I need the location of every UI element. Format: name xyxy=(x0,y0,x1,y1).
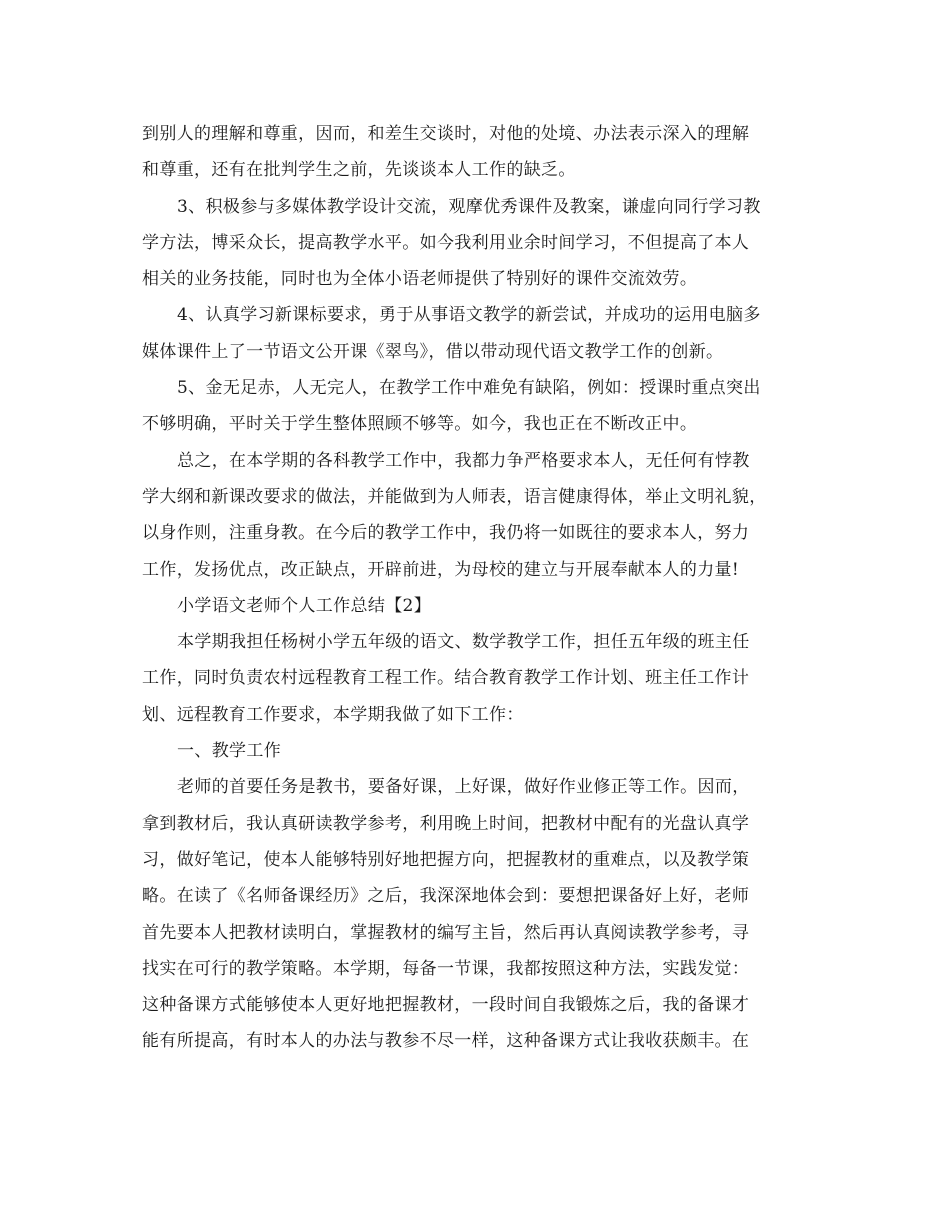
text-line: 总之，在本学期的各科教学工作中，我都力争严格要求本人，无任何有悖教 xyxy=(177,450,750,471)
text-line: 3、积极参与多媒体教学设计交流，观摩优秀课件及教案，谦虚向同行学习教 xyxy=(177,196,761,217)
text-line: 学大纲和新课改要求的做法，并能做到为人师表，语言健康得体，举止文明礼貌， xyxy=(142,486,767,507)
text-line: 拿到教材后，我认真研读教学参考，利用晚上时间，把教材中配有的光盘认真学 xyxy=(142,813,750,834)
text-line: 以身作则，注重身教。在今后的教学工作中，我仍将一如既往的要求本人，努力 xyxy=(142,523,750,544)
text-line: 这种备课方式能够使本人更好地把握教材，一段时间自我锻炼之后，我的备课才 xyxy=(142,995,750,1016)
text-line: 5、金无足赤，人无完人，在教学工作中难免有缺陷，例如：授课时重点突出 xyxy=(177,378,761,399)
text-line: 老师的首要任务是教书，要备好课，上好课，做好作业修正等工作。因而， xyxy=(177,777,750,798)
text-line: 本学期我担任杨树小学五年级的语文、数学教学工作，担任五年级的班主任 xyxy=(177,632,750,653)
text-line: 习，做好笔记，使本人能够特别好地把握方向，把握教材的重难点，以及教学策 xyxy=(142,849,750,870)
text-line: 工作，发扬优点，改正缺点，开辟前进，为母校的建立与开展奉献本人的力量! xyxy=(142,559,740,580)
text-line: 一、教学工作 xyxy=(177,741,282,762)
text-line: 学方法，博采众长，提高教学水平。如今我利用业余时间学习，不但提高了本人 xyxy=(142,232,750,253)
text-line: 划、远程教育工作要求，本学期我做了如下工作： xyxy=(142,704,524,725)
text-line: 到别人的理解和尊重，因而，和差生交谈时，对他的处境、办法表示深入的理解 xyxy=(142,124,750,144)
document-body xyxy=(142,116,810,1060)
text-line: 媒体课件上了一节语文公开课《翠鸟》，借以带动现代语文教学工作的创新。 xyxy=(142,341,724,362)
text-line: 找实在可行的教学策略。本学期，每备一节课，我都按照这种方法，实践发觉： xyxy=(142,958,750,979)
text-line: 4、认真学习新课标要求，勇于从事语文教学的新尝试，并成功的运用电脑多 xyxy=(177,305,761,326)
text-line: 小学语文老师个人工作总结【2】 xyxy=(177,595,432,616)
text-line: 和尊重，还有在批判学生之前，先谈谈本人工作的缺乏。 xyxy=(142,160,576,181)
text-line: 工作，同时负责农村远程教育工程工作。结合教育教学工作计划、班主任工作计 xyxy=(142,668,750,689)
text-line: 相关的业务技能，同时也为全体小语老师提供了特别好的课件交流效劳。 xyxy=(142,269,698,290)
text-line: 首先要本人把教材读明白，掌握教材的编写主旨，然后再认真阅读教学参考，寻 xyxy=(142,922,750,943)
text-line: 略。在读了《名师备课经历》之后，我深深地体会到：要想把课备好上好，老师 xyxy=(142,886,750,907)
text-line: 不够明确，平时关于学生整体照顾不够等。如今，我也正在不断改正中。 xyxy=(142,414,698,435)
text-line: 能有所提高，有时本人的办法与教参不尽一样，这种备课方式让我收获颇丰。在 xyxy=(142,1031,750,1052)
